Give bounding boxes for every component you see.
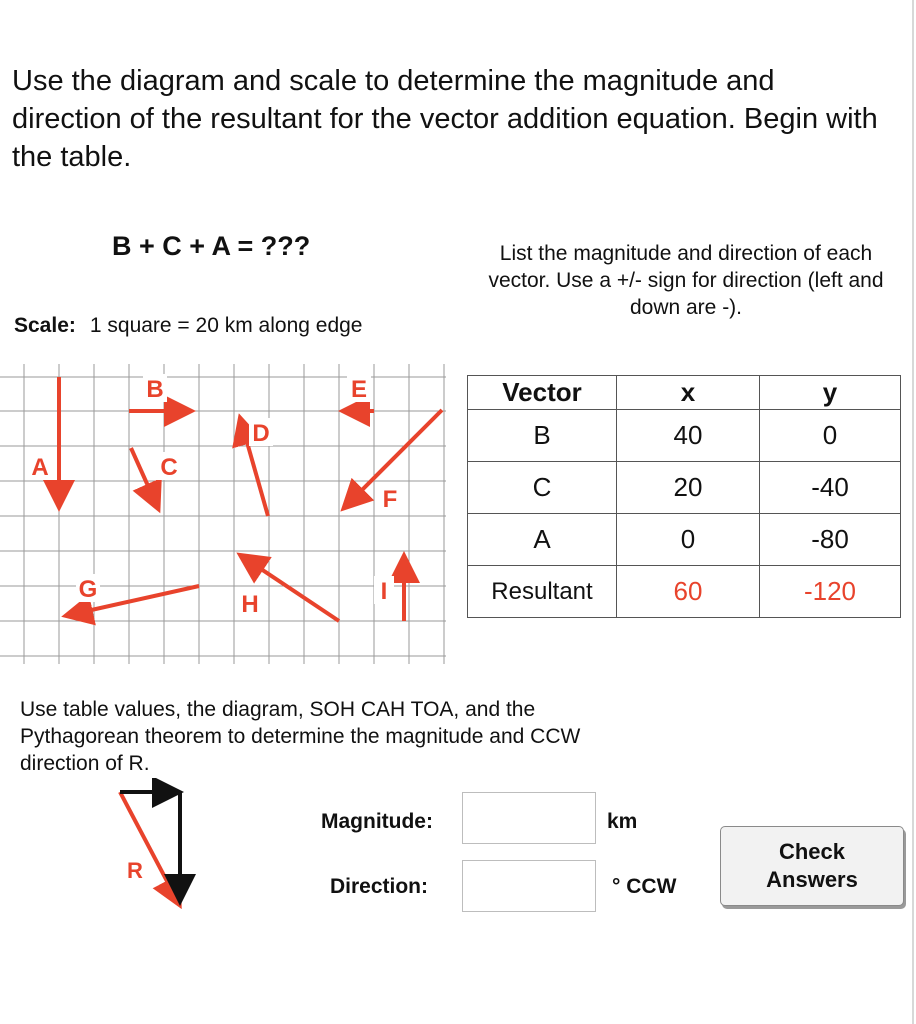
triangle-r-vector — [120, 792, 178, 902]
vector-table — [467, 375, 901, 618]
vector-diagram — [0, 364, 450, 664]
table-header-y: y — [760, 376, 901, 410]
vector-label-b — [143, 374, 167, 403]
check-answers-line2: Answers — [766, 867, 858, 892]
vector-equation: B + C + A = ??? — [112, 231, 311, 261]
vector-label-e — [347, 374, 371, 403]
vector-label-c — [157, 452, 181, 481]
resultant-triangle-diagram — [100, 778, 200, 918]
vector-b-label: B — [146, 376, 164, 403]
vector-a-label: A — [31, 454, 49, 481]
vector-c-label: C — [160, 454, 178, 481]
check-answers-line1: Check — [778, 839, 846, 864]
vector-d-label: D — [252, 420, 270, 447]
direction-input[interactable] — [462, 860, 596, 912]
table-instructions: List the magnitude and direction of each vector. Use a +/- sign for direction (left and down are -). — [488, 242, 884, 319]
scale-text: 1 square = 20 km along edge — [89, 314, 363, 337]
table-cell-y: -40 — [760, 462, 901, 514]
magnitude-label: Magnitude: — [321, 810, 433, 833]
table-header-x: x — [617, 376, 760, 410]
triangle-r-label: R — [127, 858, 143, 883]
question-prompt: Use table values, the diagram, SOH CAH TOA, and the Pythagorean theorem to determine the magnitude and CCW direction of R. — [20, 698, 581, 775]
vector-e-label: E — [350, 376, 368, 403]
table-cell-vector: C — [468, 462, 617, 514]
vector-h-label: H — [241, 591, 259, 618]
magnitude-unit: km — [607, 810, 638, 833]
table-cell-y: -80 — [760, 514, 901, 566]
table-header-row — [468, 376, 901, 410]
direction-unit: ° CCW — [612, 875, 677, 898]
vector-label-i — [374, 576, 394, 605]
table-cell-x: 40 — [617, 410, 760, 462]
table-cell-x: 0 — [617, 514, 760, 566]
table-row — [468, 462, 901, 514]
vector-i-label: I — [380, 578, 388, 605]
magnitude-input[interactable] — [462, 792, 596, 844]
vector-label-a — [28, 452, 52, 481]
scale-info — [14, 314, 363, 338]
vector-label-d — [249, 418, 273, 447]
page-right-border — [912, 0, 914, 1024]
resultant-y: -120 — [760, 566, 901, 618]
table-row-resultant — [468, 566, 901, 618]
direction-label: Direction: — [330, 875, 429, 898]
table-row — [468, 514, 901, 566]
check-answers-button[interactable] — [720, 826, 904, 906]
vector-label-f — [378, 484, 402, 513]
instructions-text: Use the diagram and scale to determine the magnitude and direction of the resultant for the vector addition equation. Begin with the table. — [12, 65, 878, 173]
vector-c-arrow — [131, 448, 157, 506]
vector-label-g — [76, 574, 100, 603]
resultant-label: Resultant — [468, 566, 617, 618]
vector-g-label: G — [78, 576, 98, 603]
scale-label: Scale: — [14, 314, 76, 337]
vector-f-label: F — [382, 486, 398, 513]
table-cell-x: 20 — [617, 462, 760, 514]
table-header-vector: Vector — [468, 376, 617, 410]
table-row — [468, 410, 901, 462]
vector-label-h — [238, 589, 262, 618]
table-cell-vector: A — [468, 514, 617, 566]
table-cell-y: 0 — [760, 410, 901, 462]
resultant-x: 60 — [617, 566, 760, 618]
grid-lines — [0, 364, 446, 664]
table-cell-vector: B — [468, 410, 617, 462]
